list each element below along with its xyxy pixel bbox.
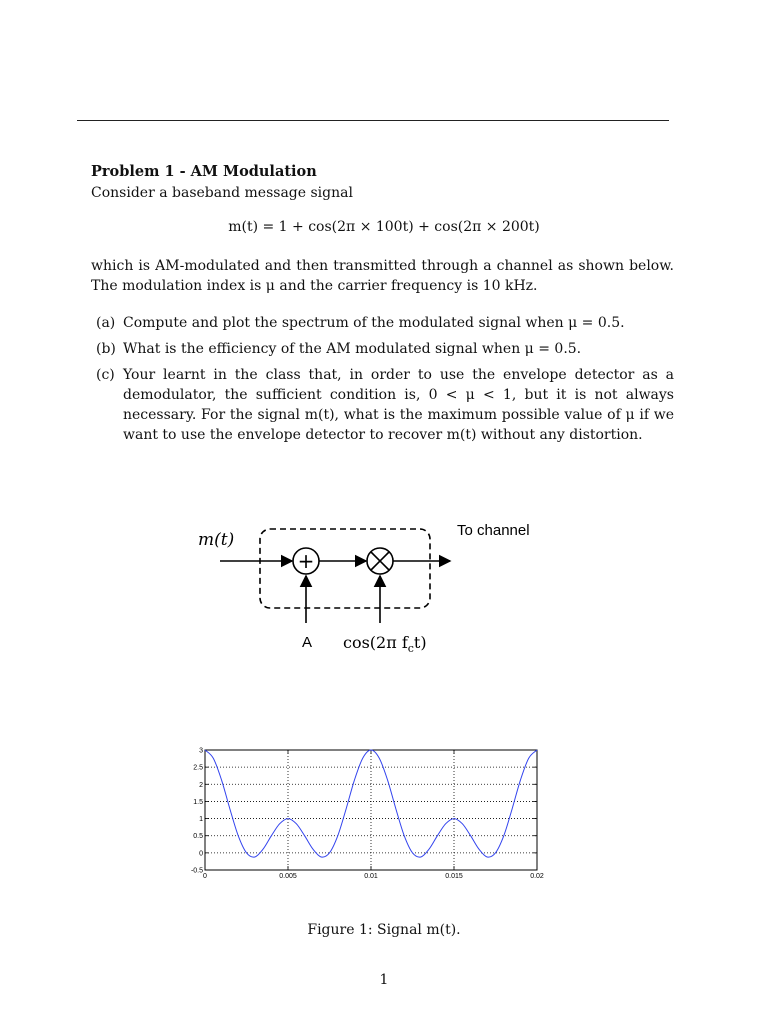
y-tick-label: 1 xyxy=(199,816,203,824)
y-tick-label: 0 xyxy=(199,850,203,858)
item-text: What is the efficiency of the AM modulated signal when μ = 0.5. xyxy=(123,341,582,357)
item-label: (a) xyxy=(96,315,116,331)
adder-input-label: A xyxy=(302,634,313,651)
body-paragraph: which is AM-modulated and then transmitted through a channel as shown below. The modulation index is μ and the carrier frequency is 10 kHz. xyxy=(91,258,674,294)
x-tick-label: 0.015 xyxy=(445,873,463,880)
modulator-block-diagram xyxy=(180,515,540,665)
carrier-label: cos(2π $f_ct$) xyxy=(343,633,427,655)
y-tick-label: 2 xyxy=(199,781,203,789)
output-label: To channel xyxy=(457,522,530,539)
x-tick-label: 0.005 xyxy=(279,873,297,880)
list-item xyxy=(91,313,674,333)
signal-plot xyxy=(175,742,555,882)
item-text: Your learnt in the class that, in order to use the envelope detector as a demodulator, the sufficient condition is, 0 < μ < 1, but it is not always necessary. For the signal m(t), what is the maximum possible value of μ if we want to use the envelope detector to recover m(t) without any distortion. xyxy=(123,367,674,443)
y-tick-label: 2.5 xyxy=(193,764,203,772)
item-label: (b) xyxy=(96,341,116,357)
question-list xyxy=(91,313,674,451)
page-number: 1 xyxy=(379,972,389,988)
dashed-modulator-box xyxy=(260,529,430,608)
y-tick-label: 1.5 xyxy=(193,798,203,806)
message-equation: m(t) = 1 + cos(2π × 100t) + cos(2π × 200t) xyxy=(228,219,540,235)
y-tick-label: -0.5 xyxy=(190,867,203,875)
x-tick-label: 0.02 xyxy=(530,873,544,880)
list-item xyxy=(91,365,674,445)
problem-heading: Problem 1 - AM Modulation xyxy=(91,163,317,180)
y-tick-label: 0.5 xyxy=(193,833,203,841)
item-label: (c) xyxy=(96,367,115,383)
figure-caption: Figure 1: Signal m(t). xyxy=(307,922,461,938)
input-label: m(t) xyxy=(198,530,235,550)
header-rule xyxy=(77,120,669,121)
item-text: Compute and plot the spectrum of the modulated signal when μ = 0.5. xyxy=(123,315,625,331)
adder-symbol: + xyxy=(297,549,315,573)
x-tick-label: 0.01 xyxy=(364,873,378,880)
y-tick-label: 3 xyxy=(199,747,203,755)
list-item xyxy=(91,339,674,359)
x-tick-label: 0 xyxy=(203,873,207,880)
intro-text: Consider a baseband message signal xyxy=(91,185,353,201)
